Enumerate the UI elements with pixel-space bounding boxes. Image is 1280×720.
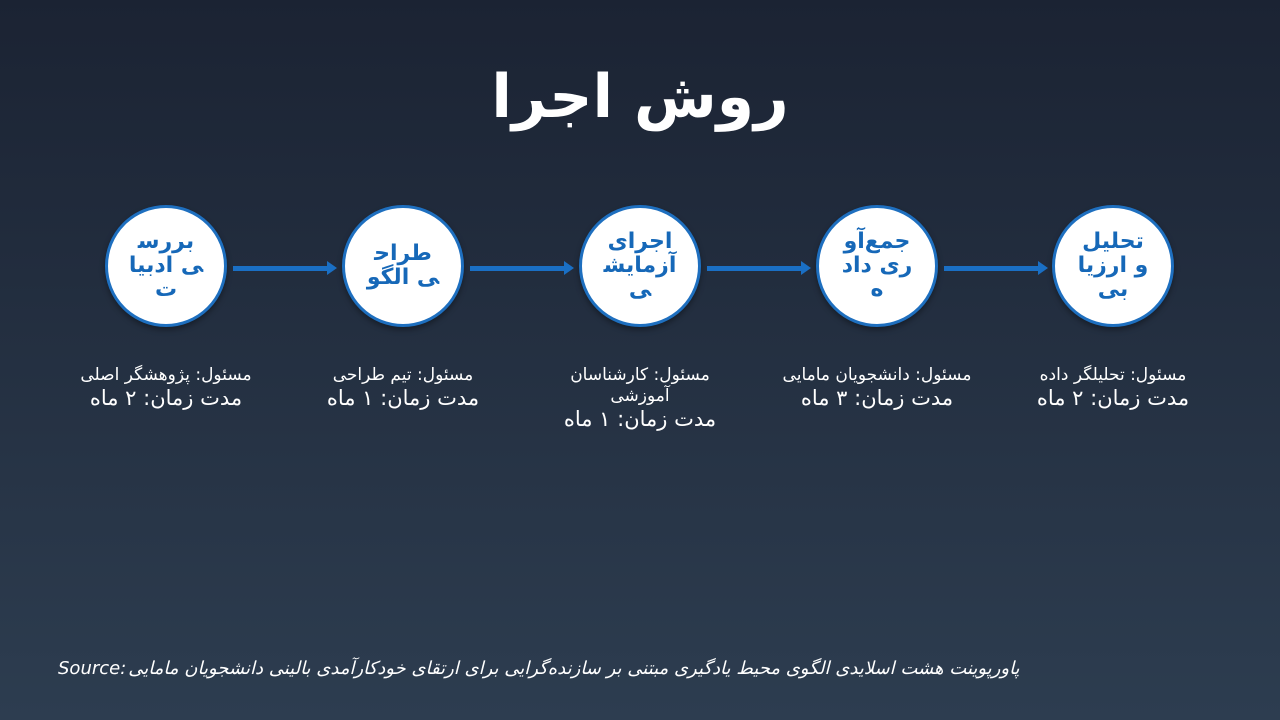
step-circle [816, 205, 938, 327]
step-responsible: مسئول: دانشجویان مامایی [782, 365, 972, 385]
process-step-pilot [520, 205, 760, 431]
step-label: طراحی الگو [366, 241, 440, 290]
source-text: پاورپوینت هشت اسلایدی الگوی محیط یادگیری مبتنی بر سازنده‌گرایی برای ارتقای خودکارآمدی بالینی دانشجویان مامایی [128, 658, 1020, 679]
step-duration: مدت زمان: ۱ ماه [326, 386, 480, 410]
step-label: اجرای آزمایشی [603, 229, 677, 302]
source-prefix: Source: [58, 658, 127, 679]
connector-arrow-2 [470, 266, 566, 271]
process-step-model-design [283, 205, 523, 410]
step-duration: مدت زمان: ۲ ماه [1036, 386, 1190, 410]
connector-arrow-4 [944, 266, 1040, 271]
connector-arrow-1 [233, 266, 329, 271]
step-responsible: مسئول: کارشناسان آموزشی [570, 365, 710, 406]
step-duration: مدت زمان: ۱ ماه [563, 407, 717, 431]
step-circle [105, 205, 227, 327]
process-step-analysis [993, 205, 1233, 410]
step-label: جمع‌آوری داده [841, 229, 913, 302]
source-footer [58, 658, 1020, 679]
step-responsible: مسئول: پژوهشگر اصلی [80, 365, 252, 385]
step-label: بررسی ادبیات [128, 229, 204, 302]
slide-title: روش اجرا [491, 62, 789, 132]
step-responsible: مسئول: تحلیلگر داده [1039, 365, 1187, 385]
step-duration: مدت زمان: ۳ ماه [800, 386, 954, 410]
step-circle [342, 205, 464, 327]
connector-arrow-3 [707, 266, 803, 271]
step-circle [1052, 205, 1174, 327]
process-step-literature-review [46, 205, 286, 410]
step-circle [579, 205, 701, 327]
step-responsible: مسئول: تیم طراحی [332, 365, 474, 385]
process-step-data-collection [757, 205, 997, 410]
step-label: تحلیل و ارزیابی [1077, 229, 1149, 302]
step-duration: مدت زمان: ۲ ماه [89, 386, 243, 410]
